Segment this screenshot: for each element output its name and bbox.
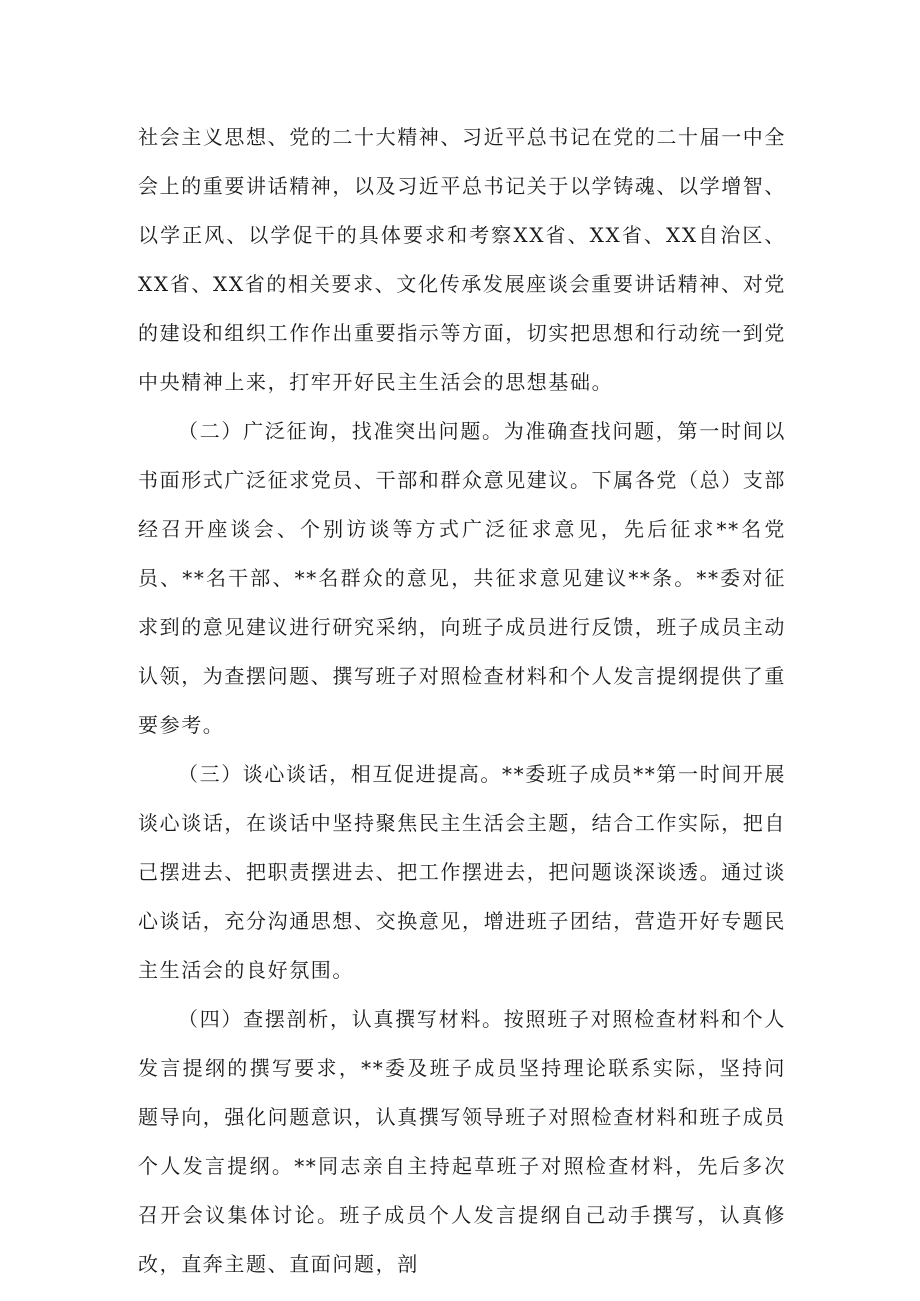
- document-body: [138, 113, 786, 1289]
- paragraph-section-3: （三）谈心谈话，相互促进提高。**委班子成员**第一时间开展谈心谈话，在谈话中坚持聚焦民主生活会主题，结合工作实际，把自己摆进去、把职责摆进去、把工作摆进去，把问题谈深谈透。通过谈心谈话，充分沟通思想、交换意见，增进班子团结，营造开好专题民主生活会的良好氛围。: [138, 762, 786, 982]
- paragraph-continuation: 社会主义思想、党的二十大精神、习近平总书记在党的二十届一中全会上的重要讲话精神，以及习近平总书记关于以学铸魂、以学增智、以学正风、以学促干的具体要求和考察XX省、XX省、XX自治区、XX省、XX省的相关要求、文化传承发展座谈会重要讲话精神、对党的建设和组织工作作出重要指示等方面，切实把思想和行动统一到党中央精神上来，打牢开好民主生活会的思想基础。: [138, 125, 786, 394]
- paragraph-section-2: （二）广泛征询，找准突出问题。为准确查找问题，第一时间以书面形式广泛征求党员、干部和群众意见建议。下属各党（总）支部经召开座谈会、个别访谈等方式广泛征求意见，先后征求**名党员、**名干部、**名群众的意见，共征求意见建议**条。**委对征求到的意见建议进行研究采纳，向班子成员进行反馈，班子成员主动认领，为查摆问题、撰写班子对照检查材料和个人发言提纲提供了重要参考。: [138, 419, 786, 737]
- paragraph-section-4: （四）查摆剖析，认真撰写材料。按照班子对照检查材料和个人发言提纲的撰写要求，**委及班子成员坚持理论联系实际，坚持问题导向，强化问题意识，认真撰写领导班子对照检查材料和班子成员个人发言提纲。**同志亲自主持起草班子对照检查材料，先后多次召开会议集体讨论。班子成员个人发言提纲自己动手撰写，认真修改，直奔主题、直面问题，剖: [138, 1007, 786, 1276]
